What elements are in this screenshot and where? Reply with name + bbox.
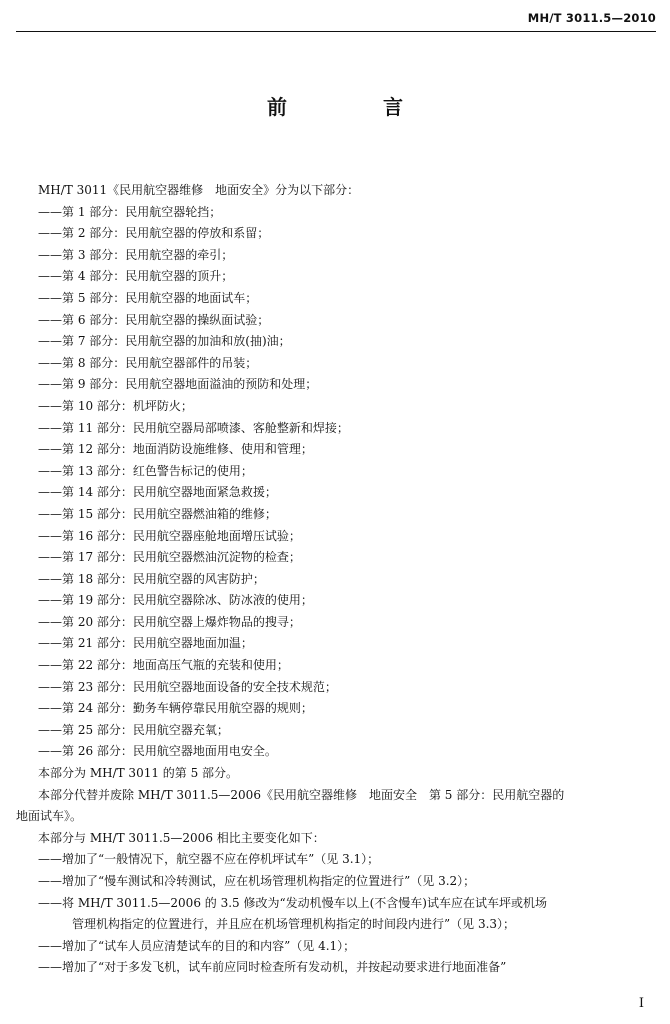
document-code: MH/T 3011.5—2010 xyxy=(527,11,656,25)
part-list-item: ——第 21 部分：民用航空器地面加温； xyxy=(38,636,253,651)
part-list-item: ——第 17 部分：民用航空器燃油沉淀物的检查； xyxy=(38,550,301,565)
change-list-item: ——增加了“试车人员应清楚试车的目的和内容”（见 4.1）； xyxy=(38,938,356,953)
part-list-item: ——第 24 部分：勤务车辆停靠民用航空器的规则； xyxy=(38,701,313,716)
part-list-item: ——第 8 部分：民用航空器部件的吊装； xyxy=(38,355,258,370)
replaces-statement-continued: 地面试车》。 xyxy=(16,809,83,824)
document-body xyxy=(16,180,656,979)
changes-intro: 本部分与 MH/T 3011.5—2006 相比主要变化如下： xyxy=(38,830,325,845)
part-list-item: ——第 5 部分：民用航空器的地面试车； xyxy=(38,290,258,305)
part-list-item: ——第 14 部分：民用航空器地面紧急救援； xyxy=(38,485,277,500)
change-list-item: ——增加了“慢车测试和冷转测试，应在机场管理机构指定的位置进行”（见 3.2）； xyxy=(38,874,476,888)
part-list-item: ——第 16 部分：民用航空器座舱地面增压试验； xyxy=(38,528,301,543)
part-list-item: ——第 10 部分：机坪防火； xyxy=(38,398,193,413)
change-list-item-continued: 管理机构指定的位置进行，并且应在机场管理机构指定的时间段内进行”（见 3.3）； xyxy=(72,917,516,932)
replaces-statement: 本部分代替并废除 MH/T 3011.5—2006《民用航空器维修 地面安全 第 5 部分：民用航空器的 xyxy=(38,787,565,802)
page-title: 前 言 xyxy=(267,95,441,119)
parts-list xyxy=(16,202,656,763)
part-list-item: ——第 4 部分：民用航空器的顶升； xyxy=(38,269,234,284)
part-list-item: ——第 20 部分：民用航空器上爆炸物品的搜寻； xyxy=(38,614,301,629)
this-part-statement: 本部分为 MH/T 3011 的第 5 部分。 xyxy=(38,766,239,781)
part-list-item: ——第 3 部分：民用航空器的牵引； xyxy=(38,247,234,262)
part-list-item: ——第 9 部分：民用航空器地面溢油的预防和处理； xyxy=(38,377,318,392)
part-list-item: ——第 25 部分：民用航空器充氧； xyxy=(38,722,229,737)
part-list-item: ——第 1 部分：民用航空器轮挡； xyxy=(38,204,222,219)
header-rule xyxy=(16,31,656,32)
part-list-item: ——第 12 部分：地面消防设施维修、使用和管理； xyxy=(38,442,313,457)
part-list-item: ——第 13 部分：红色警告标记的使用； xyxy=(38,463,253,478)
changes-list xyxy=(16,849,656,979)
change-list-item: ——将 MH/T 3011.5—2006 的 3.5 修改为“发动机慢车以上(不含慢车)试车应在试车坪或机场 xyxy=(38,895,547,910)
part-list-item: ——第 6 部分：民用航空器的操纵面试验； xyxy=(38,312,270,327)
part-list-item: ——第 2 部分：民用航空器的停放和系留； xyxy=(38,226,270,241)
change-list-item: ——增加了“一般情况下，航空器不应在停机坪试车”（见 3.1）； xyxy=(38,852,380,867)
part-list-item: ——第 15 部分：民用航空器燃油箱的维修； xyxy=(38,506,277,521)
intro-paragraph: MH/T 3011《民用航空器维修 地面安全》分为以下部分： xyxy=(38,183,360,197)
part-list-item: ——第 19 部分：民用航空器除冰、防冰液的使用； xyxy=(38,593,313,608)
part-list-item: ——第 18 部分：民用航空器的风害防护； xyxy=(38,571,265,586)
part-list-item: ——第 11 部分：民用航空器局部喷漆、客舱整新和焊接； xyxy=(38,420,349,435)
page-number: Ⅰ xyxy=(638,996,644,1011)
change-list-item: ——增加了“对于多发飞机，试车前应同时检查所有发动机，并按起动要求进行地面准备” xyxy=(38,960,507,975)
part-list-item: ——第 7 部分：民用航空器的加油和放(抽)油； xyxy=(38,334,291,349)
part-list-item: ——第 22 部分：地面高压气瓶的充装和使用； xyxy=(38,658,289,673)
part-list-item: ——第 23 部分：民用航空器地面设备的安全技术规范； xyxy=(38,679,337,694)
part-list-item: ——第 26 部分：民用航空器地面用电安全。 xyxy=(38,744,277,759)
